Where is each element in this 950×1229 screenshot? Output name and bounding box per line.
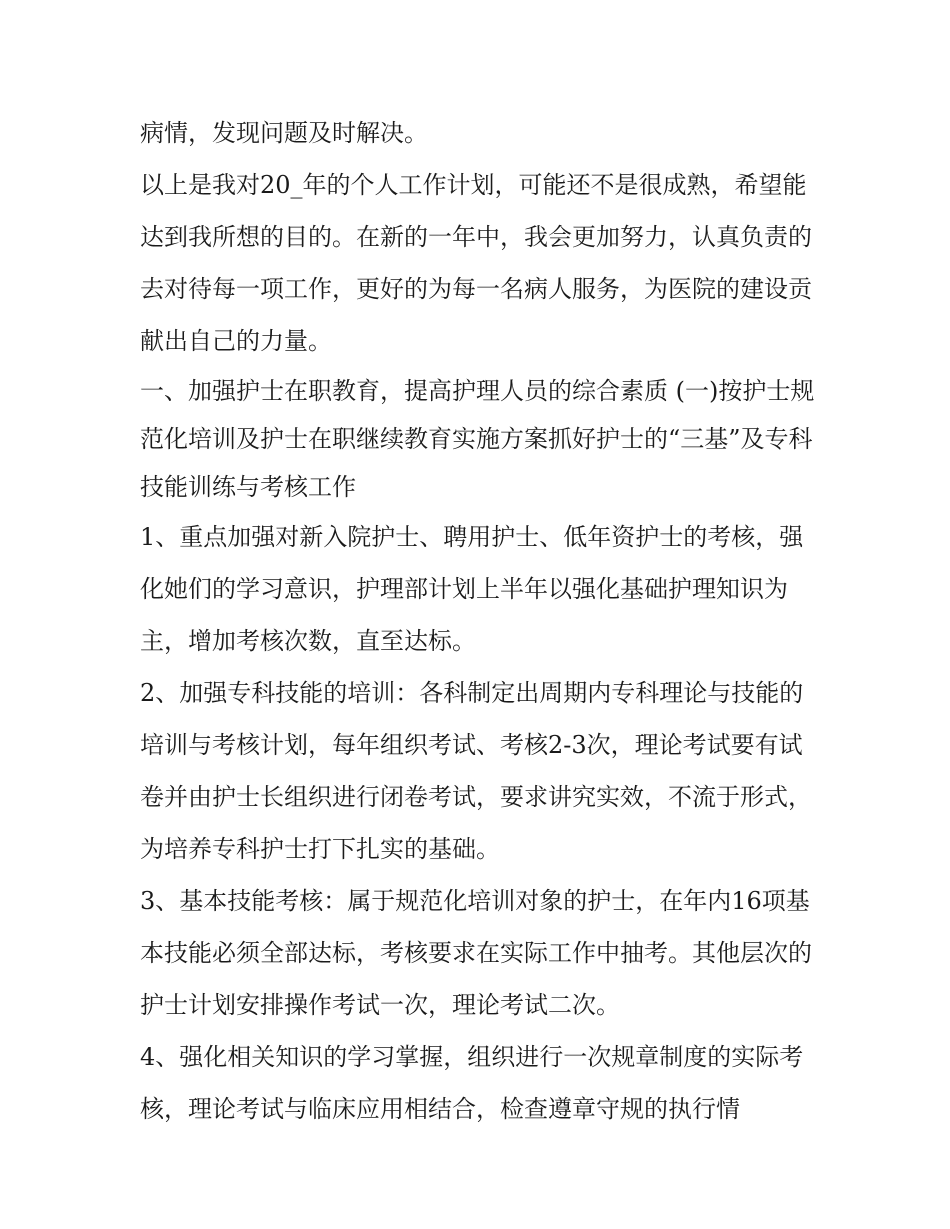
paragraph-continuation: 病情，发现问题及时解决。 [140, 119, 428, 147]
list-item-2: 2、加强专科技能的培训：各科制定出周期内专科理论与技能的培训与考核计划，每年组织考试、考核2-3次，理论考试要有试卷并由护士长组织进行闭卷考试，要求讲究实效，不流于形式，为培养专科护士打下扎实的基础。 [140, 679, 812, 863]
list-item-1: 1、重点加强对新入院护士、聘用护士、低年资护士的考核，强化她们的学习意识，护理部计划上半年以强化基础护理知识为主，增加考核次数，直至达标。 [140, 523, 804, 655]
section-heading: 一、加强护士在职教育，提高护理人员的综合素质 (一)按护士规范化培训及护士在职继续教育实施方案抓好护士的“三基”及专科技能训练与考核工作 [140, 377, 815, 501]
list-item-3: 3、基本技能考核：属于规范化培训对象的护士，在年内16项基本技能必须全部达标，考核要求在实际工作中抽考。其他层次的护士计划安排操作考试一次，理论考试二次。 [140, 887, 812, 1019]
document-body [140, 107, 820, 1135]
paragraph-conclusion: 以上是我对20_年的个人工作计划，可能还不是很成熟，希望能达到我所想的目的。在新的一年中，我会更加努力，认真负责的去对待每一项工作，更好的为每一名病人服务，为医院的建设贡献出自己的力量。 [140, 171, 812, 355]
list-item-4: 4、强化相关知识的学习掌握，组织进行一次规章制度的实际考核，理论考试与临床应用相结合，检查遵章守规的执行情 [140, 1043, 804, 1123]
